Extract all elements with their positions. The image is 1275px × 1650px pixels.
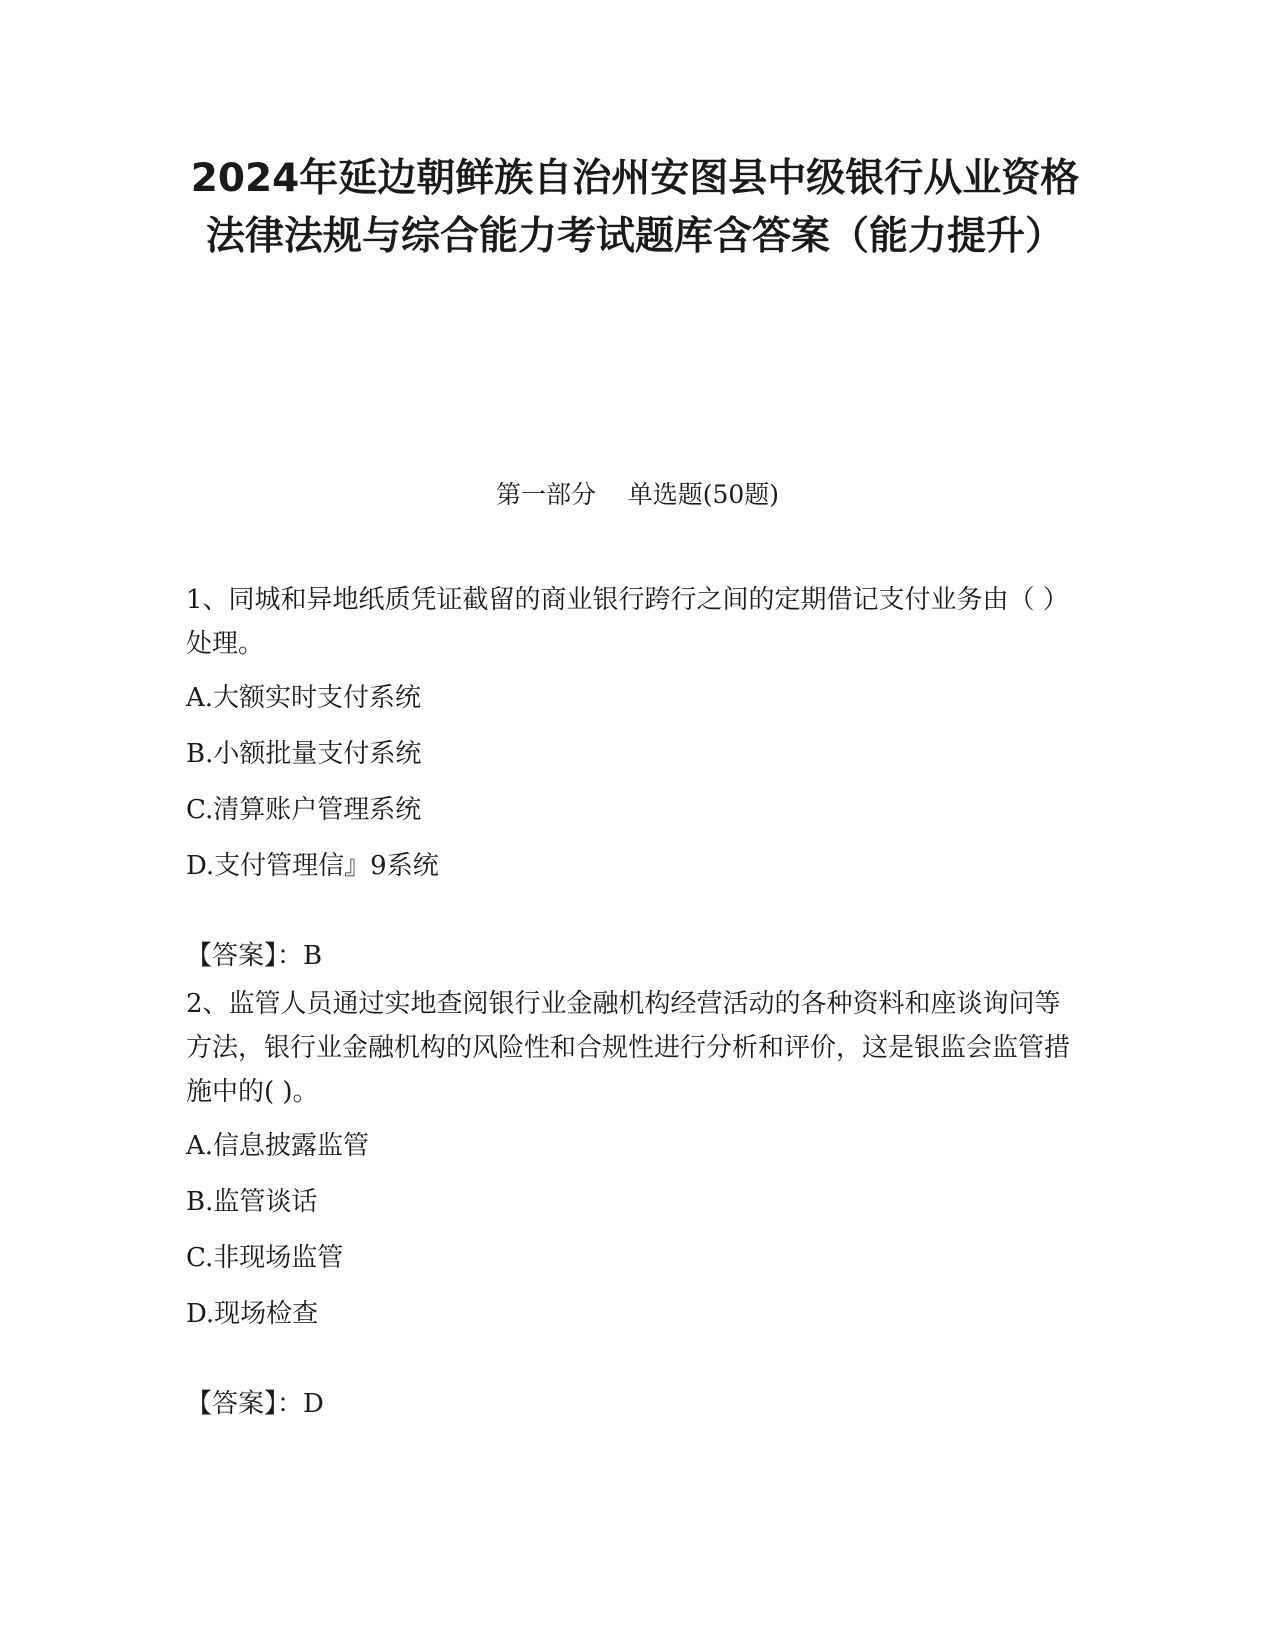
option-d: D.支付管理信』9系统: [186, 851, 439, 881]
answer: 【答案】：B: [186, 941, 323, 971]
answer: 【答案】：D: [186, 1389, 324, 1419]
option-b: B.监管谈话: [186, 1187, 318, 1217]
option-c: C.清算账户管理系统: [186, 795, 422, 825]
option-a: A.信息披露监管: [186, 1131, 370, 1161]
document-title: 2024年延边朝鲜族自治州安图县中级银行从业资格法律法规与综合能力考试题库含答案（能力提升）: [190, 156, 1080, 259]
section-title: 第一部分 单选题(50题): [495, 480, 780, 509]
question-1: [186, 578, 1081, 978]
option-a: A.大额实时支付系统: [186, 683, 422, 713]
option-list: [186, 670, 1081, 894]
question-stem: 1、同城和异地纸质凭证截留的商业银行跨行之间的定期借记支付业务由（ ）处理。: [186, 585, 1069, 659]
option-b: B.小额批量支付系统: [186, 739, 422, 769]
question-stem: 2、监管人员通过实地查阅银行业金融机构经营活动的各种资料和座谈询问等方法，银行业金融机构的风险性和合规性进行分析和评价，这是银监会监管措施中的( )。: [186, 989, 1071, 1107]
question-2: [186, 982, 1081, 1426]
option-d: D.现场检查: [186, 1299, 319, 1329]
option-list: [186, 1118, 1081, 1342]
question-list: [186, 578, 1081, 1426]
option-c: C.非现场监管: [186, 1243, 344, 1273]
